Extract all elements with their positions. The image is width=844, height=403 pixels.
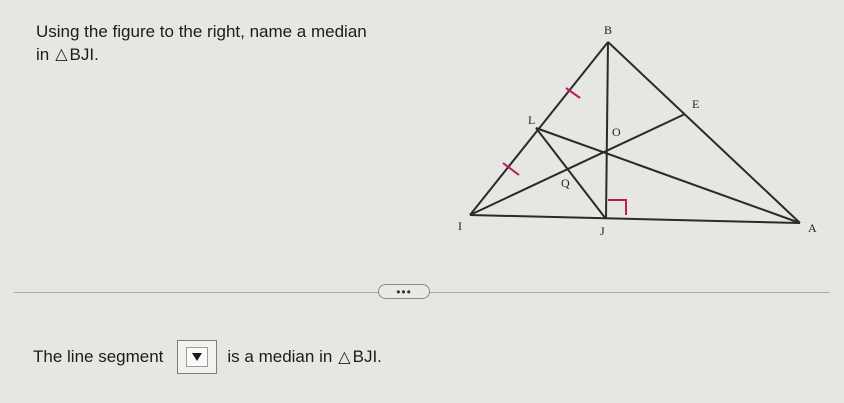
label-Q: Q bbox=[561, 176, 570, 190]
triangle-symbol: △ bbox=[338, 349, 351, 366]
question-prefix: in bbox=[36, 45, 50, 64]
question-prompt bbox=[36, 20, 367, 66]
answer-suffix: is a median in bbox=[227, 347, 333, 366]
label-J: J bbox=[600, 224, 605, 238]
triangle-symbol: △ bbox=[55, 46, 68, 63]
right-angle-mark bbox=[608, 200, 626, 215]
question-line-2 bbox=[36, 43, 367, 66]
answer-dropdown[interactable] bbox=[177, 340, 217, 374]
label-O: O bbox=[612, 125, 621, 139]
label-I: I bbox=[458, 219, 462, 233]
segment-LA bbox=[536, 128, 800, 223]
triangle-name: BJI. bbox=[352, 347, 382, 366]
geometry-figure bbox=[450, 10, 840, 250]
dropdown-button[interactable] bbox=[186, 347, 208, 367]
segment-IA bbox=[470, 215, 800, 223]
label-A: A bbox=[808, 221, 817, 235]
chevron-down-icon bbox=[192, 353, 202, 361]
question-text: Using the figure to the right, name a median bbox=[36, 22, 367, 41]
label-L: L bbox=[528, 113, 536, 127]
answer-row bbox=[33, 340, 382, 374]
answer-prefix: The line segment bbox=[33, 347, 164, 366]
label-E: E bbox=[692, 97, 700, 111]
triangle-diagram bbox=[450, 10, 840, 250]
label-B: B bbox=[604, 23, 613, 37]
more-options-button[interactable]: ••• bbox=[378, 284, 430, 299]
segment-IE bbox=[470, 114, 685, 215]
triangle-name: BJI. bbox=[69, 45, 99, 64]
segment-BA bbox=[608, 42, 800, 223]
segment-BJ bbox=[606, 42, 608, 219]
